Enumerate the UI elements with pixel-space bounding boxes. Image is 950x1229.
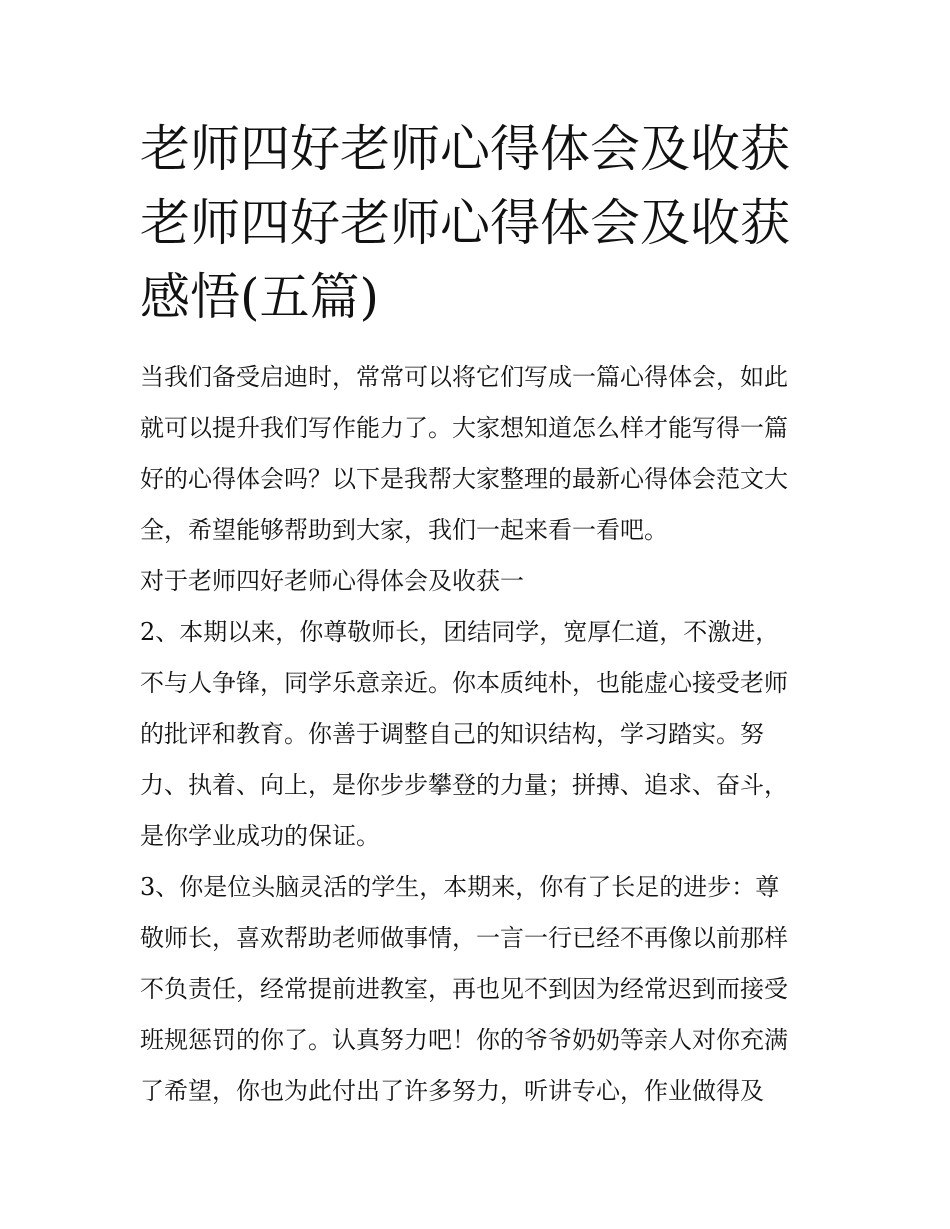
text-line: 当我们备受启迪时，常常可以将它们写成一篇心得体会，如此 (140, 363, 788, 391)
text-line: 了希望，你也为此付出了许多努力，听讲专心，作业做得及 (140, 1077, 764, 1105)
text-line: 的批评和教育。你善于调整自己的知识结构，学习踏实。努 (140, 720, 764, 748)
text-line: 不与人争锋，同学乐意亲近。你本质纯朴，也能虚心接受老师 (140, 669, 788, 697)
document-title (140, 112, 820, 334)
text-line: 敬师长，喜欢帮助老师做事情，一言一行已经不再像以前那样 (140, 924, 788, 952)
comment-paragraph (140, 607, 820, 862)
text-line: 2、本期以来，你尊敬师长，团结同学，宽厚仁道，不激进， (140, 618, 780, 646)
comment-paragraph (140, 862, 820, 1117)
text-line: 就可以提升我们写作能力了。大家想知道怎么样才能写得一篇 (140, 414, 788, 442)
text-line: 对于老师四好老师心得体会及收获一 (140, 567, 524, 595)
text-line: 全，希望能够帮助到大家，我们一起来看一看吧。 (140, 516, 668, 544)
text-line: 力、执着、向上，是你步步攀登的力量；拼搏、追求、奋斗， (140, 771, 788, 799)
text-line: 是你学业成功的保证。 (140, 822, 380, 850)
text-line: 3、你是位头脑灵活的学生，本期来，你有了长足的进步：尊 (140, 873, 780, 901)
text-line: 班规惩罚的你了。认真努力吧！你的爷爷奶奶等亲人对你充满 (140, 1026, 788, 1054)
document-body (140, 352, 820, 1117)
title-line: 老师四好老师心得体会及收获 (140, 120, 790, 178)
text-line: 不负责任，经常提前进教室，再也见不到因为经常迟到而接受 (140, 975, 788, 1003)
text-line: 好的心得体会吗？以下是我帮大家整理的最新心得体会范文大 (140, 465, 788, 493)
title-line: 老师四好老师心得体会及收获 (140, 194, 790, 252)
document-content (140, 112, 820, 1117)
intro-paragraph (140, 352, 820, 556)
title-line: 感悟(五篇) (140, 268, 380, 326)
section-heading (140, 556, 820, 607)
